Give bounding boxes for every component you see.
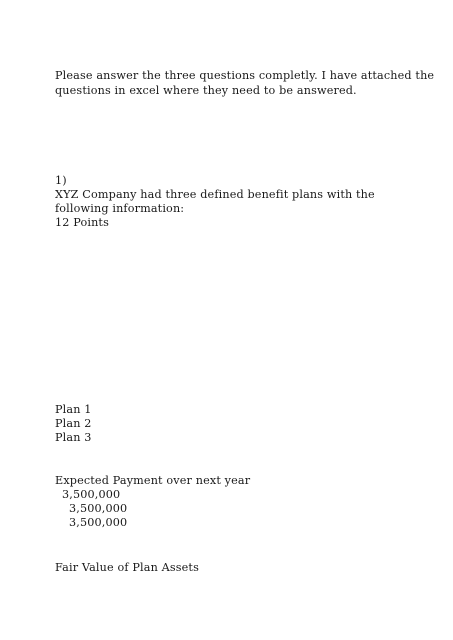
plan-label: Plan 1 [55,403,92,416]
question-number: 1) [55,174,67,187]
expected-payment-value: 3,500,000 [69,502,128,515]
plan-label: Plan 2 [55,417,92,430]
question-text-line-1: XYZ Company had three defined benefit plans with the [55,188,375,201]
expected-payment-heading: Expected Payment over next year [55,474,251,487]
question-text-line-2: following information: [55,202,185,215]
expected-payment-value: 3,500,000 [62,488,121,501]
expected-payment-value: 3,500,000 [69,516,128,529]
plan-label: Plan 3 [55,431,92,444]
intro-line-2: questions in excel where they need to be answered. [55,84,357,97]
question-points: 12 Points [55,216,109,229]
fair-value-heading: Fair Value of Plan Assets [55,561,199,574]
intro-line-1: Please answer the three questions completly. I have attached the [55,69,435,82]
